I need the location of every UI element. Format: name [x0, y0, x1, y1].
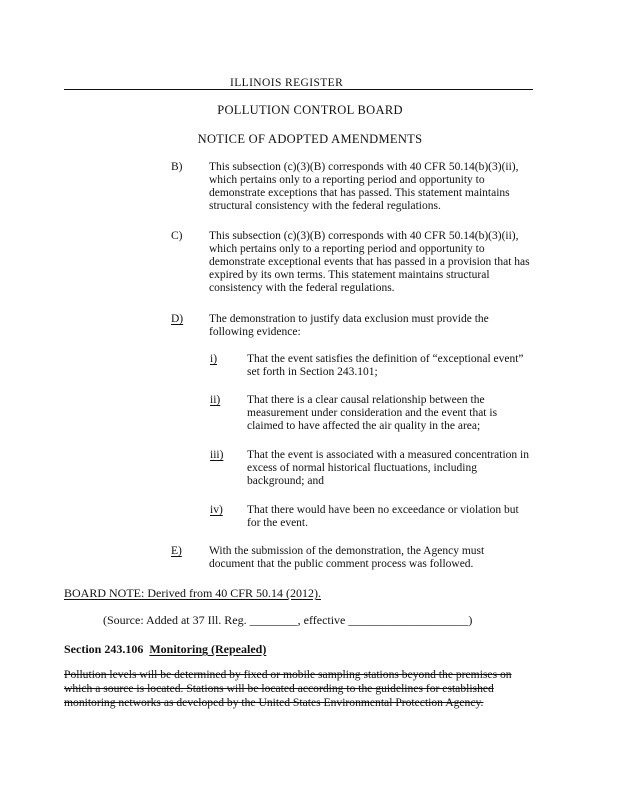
repealed-paragraph: Pollution levels will be determined by fixed or mobile sampling stations beyond the premises on which a source is located. Stations will be located according to the guidelines for established monitoring networks as developed by the United States Environmental Protection Agency. [64, 668, 512, 709]
sub-item-i-text: That the event satisfies the definition of “exceptional event” set forth in Section 243.101; [247, 353, 524, 378]
sub-item-iii-text: That the event is associated with a measured concentration in excess of normal historical fluctuations, including background; and [247, 449, 529, 487]
item-c [171, 230, 536, 300]
sub-item-iv [210, 504, 535, 534]
source-line: (Source: Added at 37 Ill. Reg. ________, effective ____________________) [103, 613, 473, 627]
item-b-text: This subsection (c)(3)(B) corresponds with 40 CFR 50.14(b)(3)(ii), which pertains only to a reporting period and opportunity to demonstrate exceptions that has passed. This statement maintains structural consistency with the federal regulations. [209, 161, 519, 212]
sub-item-ii-text: That there is a clear causal relationship between the measurement under consideration and the event that is claimed to have affected the air quality in the area; [247, 394, 498, 432]
sub-item-i-label: i) [210, 353, 218, 365]
item-d-label: D) [171, 313, 184, 325]
register-title: ILLINOIS REGISTER [230, 77, 344, 89]
item-c-text: This subsection (c)(3)(B) corresponds with 40 CFR 50.14(b)(3)(ii), which pertains only to a reporting period and opportunity to demonstrate exceptional events that has passed in a provision that has expired by its own terms. This statement maintains structural consistency with the federal regulations. [209, 230, 530, 294]
item-e [171, 545, 536, 575]
section-title: Monitoring (Repealed) [149, 642, 267, 656]
sub-item-iv-text: That there would have been no exceedance or violation but for the event. [247, 504, 519, 529]
sub-item-ii-label: ii) [210, 394, 221, 406]
item-e-label: E) [171, 545, 182, 557]
header-rule [64, 89, 533, 90]
item-b-label: B) [171, 161, 183, 173]
item-d [171, 313, 536, 343]
sub-item-i [210, 353, 535, 383]
sub-item-iii [210, 449, 535, 491]
section-number: Section 243.106 [64, 642, 144, 656]
board-note: BOARD NOTE: Derived from 40 CFR 50.14 (2012). [64, 586, 321, 600]
sub-item-iii-label: iii) [210, 449, 224, 461]
sub-item-ii [210, 394, 535, 436]
item-e-text: With the submission of the demonstration, the Agency must document that the public comment process was followed. [209, 545, 485, 570]
item-d-text: The demonstration to justify data exclusion must provide the following evidence: [209, 313, 489, 338]
item-b [171, 161, 536, 217]
board-name: POLLUTION CONTROL BOARD [217, 103, 403, 117]
sub-item-iv-label: iv) [210, 504, 223, 516]
section-heading [64, 642, 266, 657]
item-c-label: C) [171, 230, 183, 242]
notice-title: NOTICE OF ADOPTED AMENDMENTS [197, 132, 423, 146]
